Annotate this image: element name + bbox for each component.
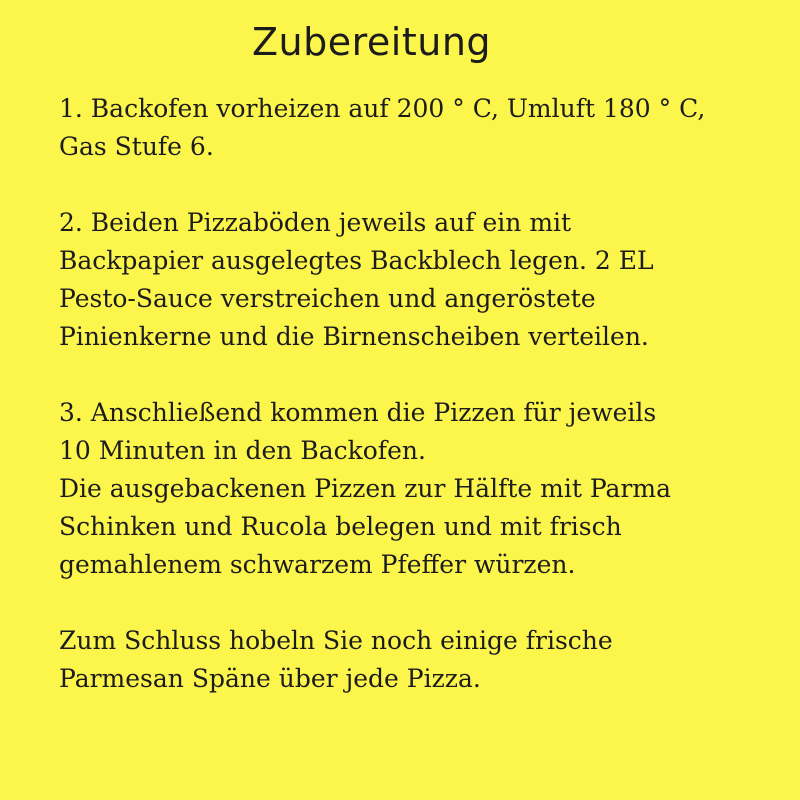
text-line: 1. Backofen vorheizen auf 200 ° C, Umluft 180 ° C, — [59, 94, 706, 123]
text-line: 10 Minuten in den Backofen. — [59, 436, 426, 465]
step-2 — [59, 204, 759, 356]
text-line: Zum Schluss hobeln Sie noch einige frische — [59, 626, 613, 655]
text-line: gemahlenem schwarzem Pfeffer würzen. — [59, 550, 576, 579]
text-line: Die ausgebackenen Pizzen zur Hälfte mit Parma — [59, 474, 671, 503]
text-line: Parmesan Späne über jede Pizza. — [59, 664, 481, 693]
text-line: Schinken und Rucola belegen und mit frisch — [59, 512, 622, 541]
page-title: Zubereitung — [252, 20, 492, 64]
text-line: Pesto-Sauce verstreichen und angeröstete — [59, 284, 596, 313]
text-line: Gas Stufe 6. — [59, 132, 214, 161]
text-line: 3. Anschließend kommen die Pizzen für jeweils — [59, 398, 657, 427]
text-line: 2. Beiden Pizzaböden jeweils auf ein mit — [59, 208, 572, 237]
instructions — [59, 90, 759, 698]
text-line: Backpapier ausgelegtes Backblech legen. 2 EL — [59, 246, 654, 275]
text-line: Pinienkerne und die Birnenscheiben verteilen. — [59, 322, 649, 351]
step-1 — [59, 90, 759, 166]
step-4 — [59, 622, 759, 698]
step-3 — [59, 394, 759, 584]
